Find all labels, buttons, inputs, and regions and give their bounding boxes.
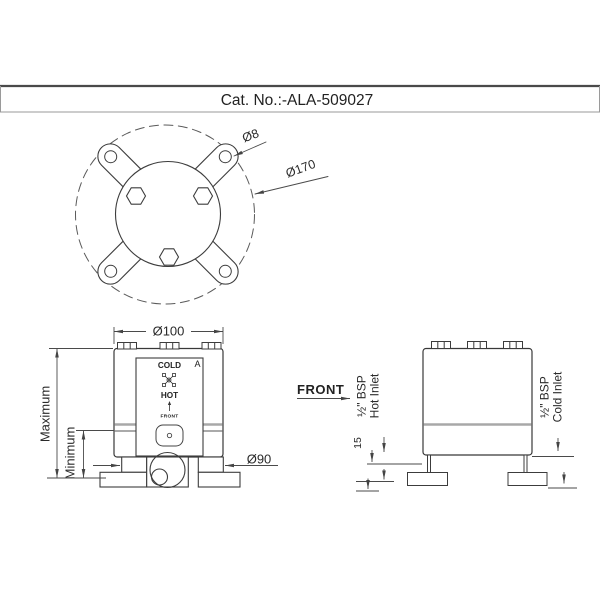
front-lower-bracket bbox=[100, 453, 240, 488]
side-left-foot bbox=[408, 473, 448, 486]
side-right-leg bbox=[524, 455, 527, 473]
flange-diameter-label: Ø170 bbox=[283, 156, 318, 181]
body-width-label: Ø100 bbox=[152, 323, 185, 339]
front-view bbox=[100, 343, 240, 488]
hole-dia-leader bbox=[234, 142, 266, 156]
hot-inlet-label-line2: Hot Inlet bbox=[367, 373, 382, 419]
cold-inlet-label-line1: ½" BSP bbox=[537, 376, 552, 418]
front-right-foot bbox=[198, 472, 240, 487]
cold-label: COLD bbox=[157, 361, 182, 370]
hot-label: HOT bbox=[160, 391, 179, 400]
legs-width-label: Ø90 bbox=[246, 451, 272, 467]
maximum-label: Maximum bbox=[37, 385, 53, 443]
side-right-foot bbox=[508, 473, 547, 486]
side-lower-bracket bbox=[408, 455, 548, 486]
title-block bbox=[0, 86, 600, 112]
plate-front-label: FRONT bbox=[160, 414, 179, 420]
hole-diameter-label: Ø8 bbox=[240, 126, 261, 146]
front-top-bolts bbox=[118, 343, 222, 350]
top-view bbox=[76, 125, 329, 304]
side-view bbox=[408, 342, 548, 486]
side-top-bolts bbox=[432, 342, 523, 349]
side-left-leg bbox=[428, 455, 431, 473]
brand-logo: A bbox=[194, 359, 201, 369]
front-direction-label: FRONT bbox=[297, 382, 345, 397]
side-body bbox=[423, 349, 532, 456]
front-left-leg bbox=[122, 457, 147, 472]
front-right-leg bbox=[198, 457, 223, 472]
front-left-foot bbox=[100, 472, 147, 487]
minimum-label: Minimum bbox=[62, 426, 78, 480]
plate-button bbox=[156, 425, 183, 446]
offset-15-label: 15 bbox=[352, 437, 364, 449]
hot-inlet-label-line1: ½" BSP bbox=[354, 375, 369, 417]
catalog-number: Cat. No.:-ALA-509027 bbox=[220, 92, 374, 109]
cold-inlet-label-line2: Cold Inlet bbox=[550, 371, 565, 423]
